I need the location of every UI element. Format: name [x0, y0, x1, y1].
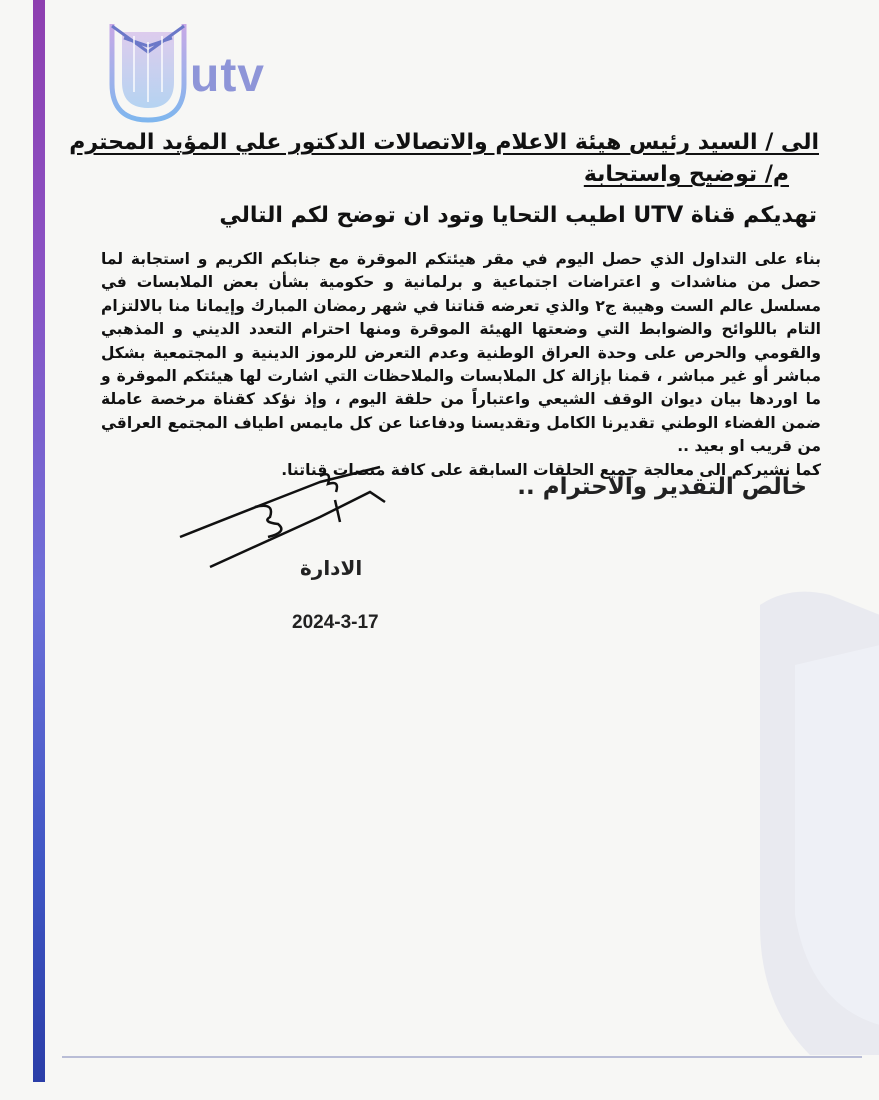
- body-paragraph: كما نشيركم الى معالجة جميع الحلقات السابقة على كافة منصات قناتنا.: [281, 460, 821, 479]
- closing-line: خالص التقدير والاحترام ..: [517, 474, 807, 500]
- sender-name: الادارة: [300, 556, 363, 580]
- letter-body: [101, 248, 821, 482]
- signature-icon: [170, 462, 400, 572]
- watermark-logo-icon: [700, 585, 879, 1055]
- addressee-line: الى / السيد رئيس هيئة الاعلام والاتصالات الدكتور علي المؤيد المحترم: [69, 130, 819, 155]
- subject-line: م/ توضيح واستجابة: [583, 162, 789, 187]
- brand-wordmark: utv: [190, 49, 265, 102]
- greeting-line: تهديكم قناة UTV اطيب التحايا وتود ان توضح لكم التالي: [219, 203, 817, 228]
- letter-date: 2024-3-17: [292, 612, 379, 633]
- letterhead-accent-bar: [33, 0, 45, 1082]
- body-paragraph: بناء على التداول الذي حصل اليوم في مقر هيئتكم الموقرة مع جنابكم الكريم و استجابة لما حصل من مناشدات و اعتراضات اجتماعية و برلمانية و حكومية بشأن بعض الملابسات في مسلسل عالم الست وهيبة ج٢ والذي تعرضه قناتنا في شهر رمضان المبارك وإيمانا منا بالالتزام التام باللوائح والضوابط التي وضعتها الهيئة الموقرة ومنها احترام التعدد الديني و المذهبي والقومي والحرص على وحدة العراق الوطنية وعدم التعرض للرموز الدينية و المجتمعية بشكل مباشر أو غير مباشر ، قمنا بإزالة كل الملابسات والملاحظات التي اشارت لها هيئتكم الموقرة و ما اوردها بيان ديوان الوقف الشيعي واعتباراً من حلقة اليوم ، وإذ نؤكد كقناة مرخصة عاملة ضمن الفضاء الوطني تقديرنا الكامل وتقديسنا ودفاعنا عن كل مايمس اطياف المجتمع العراقي من قريب او بعيد ..: [101, 250, 822, 456]
- footer-divider: [62, 1056, 862, 1058]
